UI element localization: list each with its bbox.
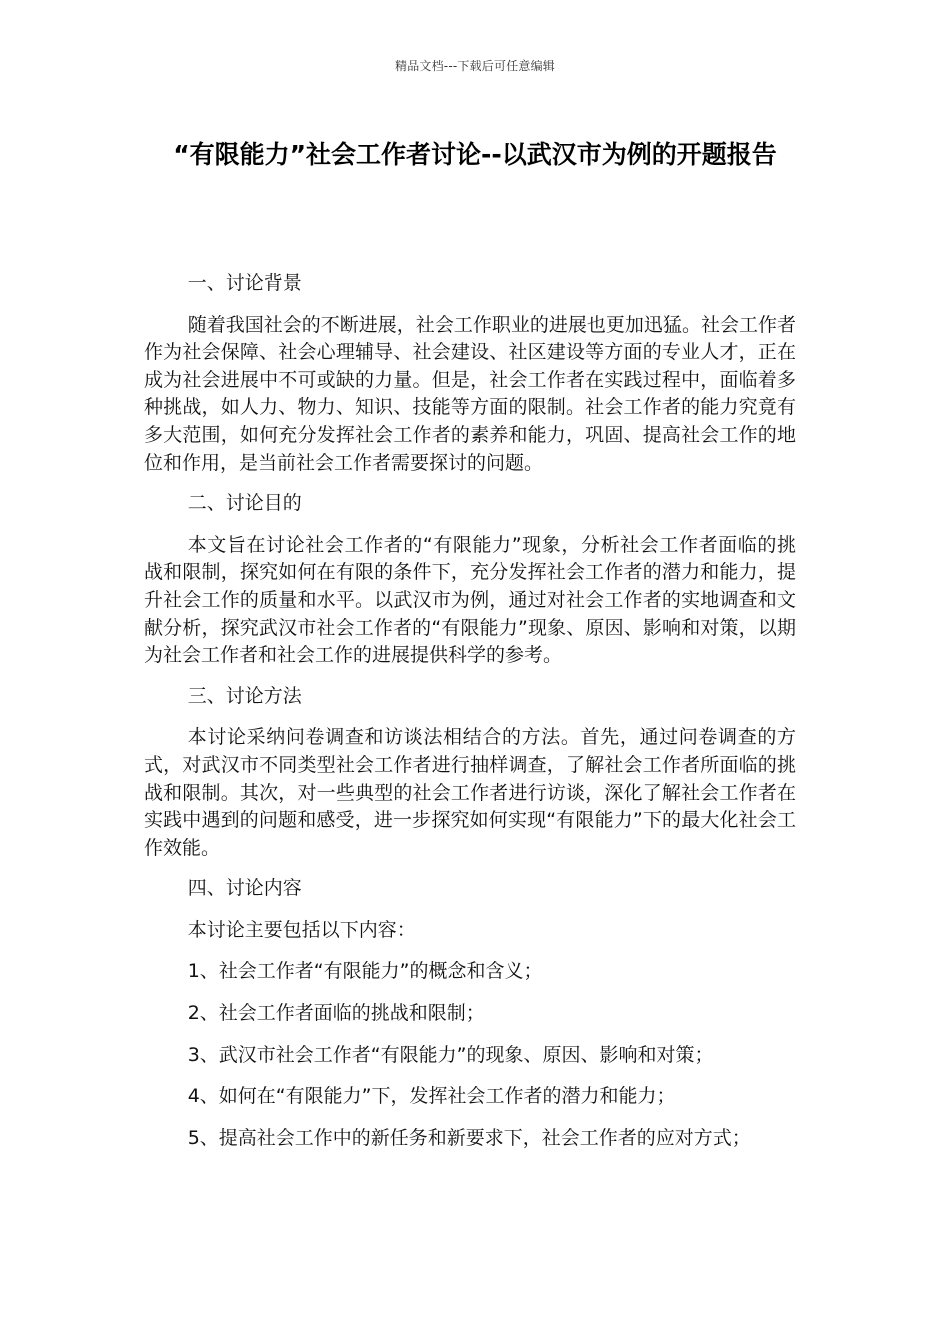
section-paragraph-purpose: 本文旨在讨论社会工作者的“有限能力”现象，分析社会工作者面临的挑战和限制，探究如何在有限的条件下，充分发挥社会工作者的潜力和能力，提升社会工作的质量和水平。以武汉市为例，通过对社会工作者的实地调查和文献分析，探究武汉市社会工作者的“有限能力”现象、原因、影响和对策，以期为社会工作者和社会工作的进展提供科学的参考。 xyxy=(144,533,796,667)
list-item: 2、社会工作者面临的挑战和限制； xyxy=(187,1002,485,1025)
section-paragraph-method: 本讨论采纳问卷调查和访谈法相结合的方法。首先，通过问卷调查的方式，对武汉市不同类型社会工作者进行抽样调查，了解社会工作者所面临的挑战和限制。其次，对一些典型的社会工作者进行访谈，深化了解社会工作者在实践中遇到的问题和感受，进一步探究如何实现“有限能力”下的最大化社会工作效能。 xyxy=(144,726,796,859)
section-heading-background: 一、讨论背景 xyxy=(187,272,302,294)
list-item: 3、武汉市社会工作者“有限能力”的现象、原因、影响和对策； xyxy=(187,1043,714,1066)
document-title: “有限能力”社会工作者讨论--以武汉市为例的开题报告 xyxy=(173,140,777,169)
section-paragraph-background: 随着我国社会的不断进展，社会工作职业的进展也更加迅猛。社会工作者作为社会保障、社会心理辅导、社会建设、社区建设等方面的专业人才，正在成为社会进展中不可或缺的力量。但是，社会工作者在实践过程中，面临着多种挑战，如人力、物力、知识、技能等方面的限制。社会工作者的能力究竟有多大范围，如何充分发挥社会工作者的素养和能力，巩固、提高社会工作的地位和作用，是当前社会工作者需要探讨的问题。 xyxy=(144,313,796,474)
list-item: 1、社会工作者“有限能力”的概念和含义； xyxy=(187,960,543,983)
document-body xyxy=(144,270,796,1166)
section-heading-purpose: 二、讨论目的 xyxy=(187,492,302,515)
list-item: 4、如何在“有限能力”下，发挥社会工作者的潜力和能力； xyxy=(187,1085,676,1108)
header-note: 精品文档---下载后可任意编辑 xyxy=(395,59,555,73)
list-item: 5、提高社会工作中的新任务和新要求下，社会工作者的应对方式； xyxy=(187,1126,751,1149)
section-content-intro: 本讨论主要包括以下内容： xyxy=(187,918,416,941)
section-heading-content: 四、讨论内容 xyxy=(187,877,302,900)
section-heading-method: 三、讨论方法 xyxy=(187,684,302,707)
